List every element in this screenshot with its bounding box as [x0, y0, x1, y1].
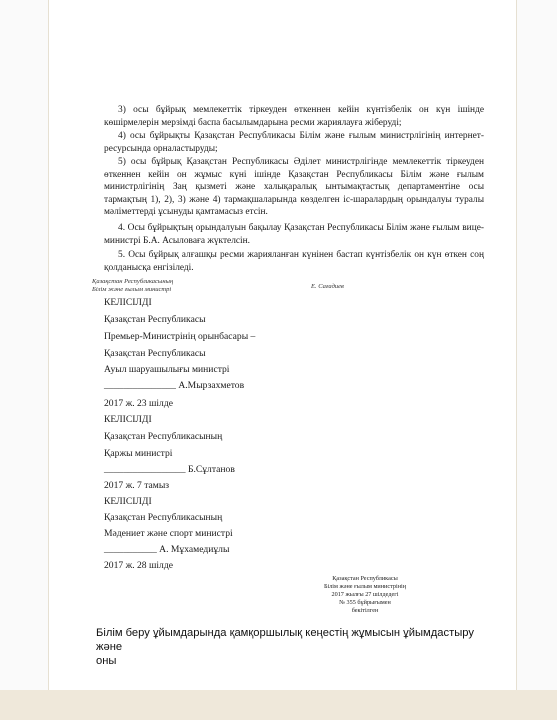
- paragraph-point-4: 4. Осы бұйрықтың орындалуын бақылау Қазақстан Республикасы Білім және ғылым вице-министрі Б.А. Асыловаға жүктелсін.: [104, 223, 484, 246]
- minister-position-line2: Білім және ғылым министрі: [92, 286, 172, 293]
- approval-line: Мәдениет және спорт министрі: [104, 528, 233, 539]
- approval-line: Қазақстан Республикасының: [104, 431, 223, 442]
- minister-name: Е. Сағадиев: [311, 283, 344, 290]
- approval-stamp-line: № 355 бұйрығымен: [339, 599, 391, 606]
- approval-header: КЕЛІСІЛДІ: [104, 414, 152, 425]
- approval-line: Ауыл шаруашылығы министрі: [104, 364, 230, 375]
- approval-date: 2017 ж. 23 шілде: [104, 398, 173, 409]
- paragraph-item-5: 5) осы бұйрық Қазақстан Республикасы Әділет министрлігінде мемлекеттік тіркеуден өткеннен кейін он жұмыс күні ішінде Қазақстан Республикасы Білім және ғылым министрлігінің Заң қызметі және халықаралық ынтымақтастық департаментіне осы тармақтың 1), 2), 3) және 4) тармақшаларында көзделген іс-шаралардың орындалуы туралы мәліметтерді ұсынуды қамтамасыз етсін.: [104, 157, 484, 218]
- page-bottom-edge: [0, 690, 557, 720]
- approval-line: Қазақстан Республикасы: [104, 314, 206, 325]
- approval-signature: _________________ Б.Сұлтанов: [104, 464, 235, 475]
- paragraph-item-4: 4) осы бұйрықты Қазақстан Республикасы Білім және ғылым министрлігінің интернет-ресурсында орналастыруды;: [104, 131, 484, 154]
- minister-position-line1: Қазақстан Республикасының: [92, 278, 174, 285]
- document-title: [96, 626, 496, 668]
- approval-header: КЕЛІСІЛДІ: [104, 496, 152, 507]
- document-title-line: оны: [96, 655, 117, 667]
- approval-stamp: [290, 575, 440, 615]
- approval-date: 2017 ж. 7 тамыз: [104, 480, 170, 491]
- approval-header: КЕЛІСІЛДІ: [104, 297, 152, 308]
- approval-stamp-line: бекітілген: [351, 607, 379, 614]
- approval-line: Қазақстан Республикасының: [104, 512, 223, 523]
- approval-stamp-line: Білім және ғылым министрінің: [323, 583, 407, 590]
- document-title-line: Білім беру ұйымдарында қамқоршылық кеңестің жұмысын ұйымдастыру және: [96, 627, 474, 653]
- approval-line: Премьер-Министрінің орынбасары –: [104, 331, 256, 342]
- approval-line: Қазақстан Республикасы: [104, 348, 206, 359]
- paragraph-point-5: 5. Осы бұйрық алғашқы ресми жарияланған күнінен бастап күнтізбелік он күн өткен соң қолданысқа енгізіледі.: [104, 250, 484, 273]
- approval-signature: ___________ А. Мұхамедиұлы: [104, 544, 230, 555]
- approval-stamp-line: 2017 жылғы 27 шілдедегі: [331, 591, 399, 598]
- approval-date: 2017 ж. 28 шілде: [104, 560, 173, 571]
- paragraph-item-3: 3) осы бұйрық мемлекеттік тіркеуден өткеннен кейін күнтізбелік он күн ішінде көшірмелерін мерзімді баспа басылымдарына ресми жариялауға жіберуді;: [104, 105, 484, 128]
- approval-line: Қаржы министрі: [104, 448, 173, 459]
- approval-stamp-line: Қазақстан Республикасы: [332, 575, 398, 582]
- approval-signature: _______________ А.Мырзахметов: [104, 380, 245, 391]
